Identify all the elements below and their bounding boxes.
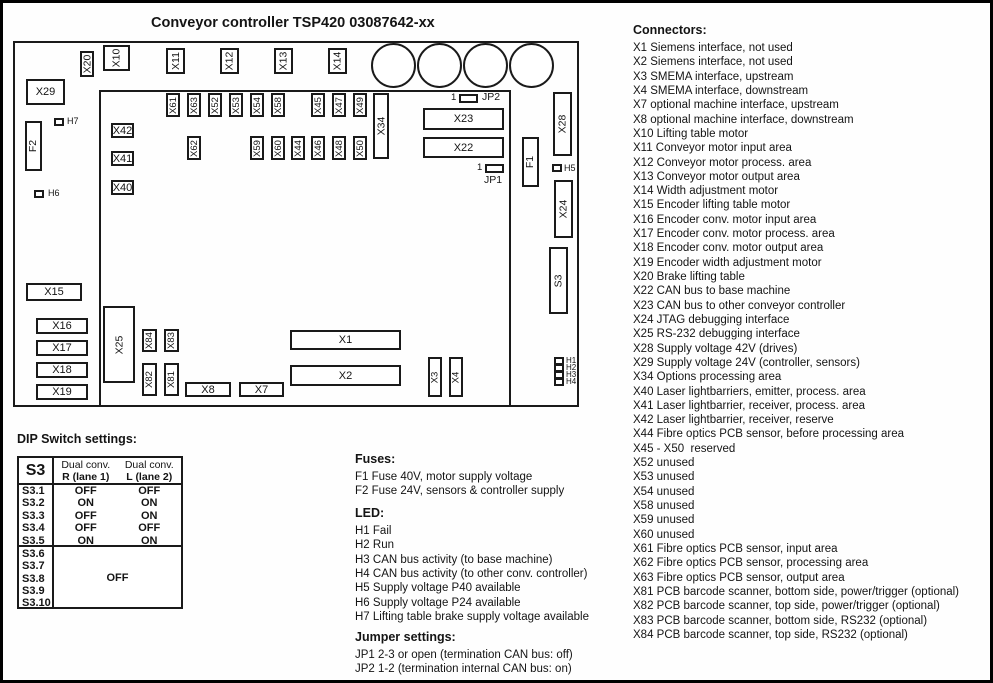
led-list <box>355 524 589 624</box>
dip-row-id: S3.4 <box>22 522 45 535</box>
connector-x3 <box>428 357 442 397</box>
connector-label: X62 <box>188 139 200 157</box>
connector-x61 <box>166 93 180 117</box>
connector-description: X63 Fibre optics PCB sensor, output area <box>633 571 845 584</box>
dip-table-header-row <box>19 458 181 485</box>
led-description: H6 Supply voltage P24 available <box>355 596 521 609</box>
dip-merged-ids <box>19 547 54 609</box>
jumper-description: JP2 1-2 (termination internal CAN bus: on) <box>355 663 572 676</box>
connector-x23 <box>423 108 504 130</box>
connector-label: X46 <box>312 139 324 157</box>
connector-label: X10 <box>110 48 123 68</box>
connectors-list <box>633 41 959 642</box>
fuses-heading: Fuses: <box>355 452 396 466</box>
connector-x53 <box>229 93 243 117</box>
connector-x44 <box>291 136 305 160</box>
jumper-description: JP1 2-3 or open (termination CAN bus: off) <box>355 649 573 661</box>
connector-label: X83 <box>166 332 177 349</box>
connector-x14 <box>328 48 347 74</box>
connector-label: X14 <box>331 51 344 71</box>
led-description: H2 Run <box>355 539 394 552</box>
connector-x28 <box>553 92 572 156</box>
connector-x50 <box>353 136 367 160</box>
led-h5 <box>552 164 562 172</box>
connector-x25 <box>103 306 135 383</box>
jp2-pin1-label: 1 <box>451 92 457 103</box>
connector-description: X16 Encoder conv. motor input area <box>633 213 817 226</box>
connector-x2 <box>290 365 401 386</box>
dip-value: ON <box>141 509 158 522</box>
connector-label: X20 <box>81 54 93 74</box>
connector-label: X7 <box>254 383 269 396</box>
connector-x83 <box>164 329 179 352</box>
connector-x82 <box>142 363 157 396</box>
dip-header-lane1-line2: R (lane 1) <box>62 470 110 483</box>
led-h4-label: H4 <box>566 377 577 386</box>
connector-description: X12 Conveyor motor process. area <box>633 156 812 169</box>
fuses-list <box>355 470 564 499</box>
connectors-heading: Connectors: <box>633 23 707 37</box>
fuse-description: F2 Fuse 24V, sensors & controller supply <box>355 485 565 498</box>
dip-value: ON <box>77 534 94 547</box>
dip-value: OFF <box>74 485 97 497</box>
connector-description: X14 Width adjustment motor <box>633 185 779 198</box>
connector-description: X54 unused <box>633 485 695 498</box>
connector-x4 <box>449 357 463 397</box>
led-description: H5 Supply voltage P40 available <box>355 582 521 595</box>
led-description: H4 CAN bus activity (to other conv. controller) <box>355 567 588 580</box>
connector-label: X24 <box>557 199 570 219</box>
dip-settings-heading: DIP Switch settings: <box>17 432 137 446</box>
capacitor-3 <box>463 43 508 88</box>
connector-x29 <box>26 79 65 105</box>
dip-value: OFF <box>74 522 97 535</box>
connector-label: X22 <box>453 141 474 154</box>
connector-description: X25 RS-232 debugging interface <box>633 328 800 341</box>
connector-label: X63 <box>188 96 200 114</box>
dip-header-lane1-line1: Dual conv. <box>61 459 111 471</box>
connector-x59 <box>250 136 264 160</box>
connector-description: X62 Fibre optics PCB sensor, processing area <box>633 557 869 570</box>
dip-value-row <box>54 535 181 547</box>
connector-label: X15 <box>44 286 64 298</box>
connector-description: X2 Siemens interface, not used <box>633 56 793 69</box>
dip-row-id: S3.9 <box>22 584 45 597</box>
connector-x17 <box>36 340 88 356</box>
fuse-label: F2 <box>27 139 40 153</box>
connector-label: X28 <box>556 114 569 134</box>
connector-description: X42 Laser lightbarrier, receiver, reserve <box>633 414 834 427</box>
connector-label: X13 <box>277 51 290 71</box>
fuse-f2 <box>25 121 42 171</box>
led-h2-label: H2 <box>566 363 577 372</box>
dip-value: OFF <box>138 485 161 497</box>
connector-description: X20 Brake lifting table <box>633 271 745 283</box>
led-section <box>355 506 589 624</box>
dip-value: ON <box>141 534 158 547</box>
connector-description: X23 CAN bus to other conveyor controller <box>633 299 846 312</box>
connector-label: X4 <box>450 371 462 383</box>
connector-label: X48 <box>333 139 345 157</box>
connector-label: X41 <box>112 152 133 165</box>
connector-label: X8 <box>201 383 215 396</box>
connector-x22 <box>423 137 504 158</box>
connector-label: X11 <box>169 52 182 70</box>
connector-description: X52 unused <box>633 457 695 470</box>
connector-description: X1 Siemens interface, not used <box>633 42 793 54</box>
dip-switch-s3 <box>549 247 568 314</box>
connector-description: X61 Fibre optics PCB sensor, input area <box>633 542 838 555</box>
connector-x58 <box>271 93 285 117</box>
fuse-label: F1 <box>524 155 537 169</box>
jumper-jp2 <box>459 94 478 103</box>
connector-x12 <box>220 48 239 74</box>
connector-description: X28 Supply voltage 42V (drives) <box>633 342 798 355</box>
capacitor-1 <box>371 43 416 88</box>
connector-label: X18 <box>52 364 72 376</box>
dip-table-body <box>19 485 181 547</box>
connector-label: X17 <box>52 342 72 354</box>
connector-x54 <box>250 93 264 117</box>
jumper-jp1 <box>485 164 504 173</box>
connector-x45 <box>311 93 325 117</box>
dip-switch-label: S3 <box>552 274 565 287</box>
connector-x34 <box>373 93 389 159</box>
connector-x20 <box>80 51 94 77</box>
dip-table-merged-section <box>19 547 181 609</box>
connector-label: X81 <box>166 371 177 388</box>
dip-header-s3: S3 <box>19 458 54 483</box>
connector-label: X44 <box>292 139 304 157</box>
led-description: H1 Fail <box>355 525 392 537</box>
connector-description: X84 PCB barcode scanner, top side, RS232 (optional) <box>633 628 908 641</box>
connectors-section <box>633 23 959 642</box>
connector-description: X58 unused <box>633 500 695 512</box>
connector-description: X53 unused <box>633 471 695 484</box>
connector-label: X12 <box>223 51 236 71</box>
dip-row-id: S3.6 <box>22 548 45 560</box>
connector-label: X49 <box>354 96 366 114</box>
connector-label: X60 <box>272 139 284 157</box>
jumper-list <box>355 648 573 677</box>
jumper-heading: Jumper settings: <box>355 630 456 644</box>
connector-description: X18 Encoder conv. motor output area <box>633 242 824 255</box>
connector-x52 <box>208 93 222 117</box>
dip-row-id: S3.10 <box>22 597 51 610</box>
connector-label: X50 <box>354 139 366 157</box>
dip-value: ON <box>77 497 94 510</box>
connector-label: X16 <box>52 320 72 332</box>
connector-x11 <box>166 48 185 74</box>
connector-description: X4 SMEMA interface, downstream <box>633 84 809 97</box>
dip-value: OFF <box>74 509 97 522</box>
connector-label: X42 <box>112 124 133 137</box>
dip-row-ids <box>19 485 54 545</box>
led-h6 <box>34 190 44 198</box>
jp2-label: JP2 <box>482 91 501 103</box>
connector-x10 <box>103 45 130 71</box>
connector-x42 <box>111 123 134 138</box>
dip-header-lane1 <box>54 458 118 483</box>
connector-label: X54 <box>251 96 263 114</box>
connector-description: X24 JTAG debugging interface <box>633 313 790 326</box>
led-h6-label: H6 <box>48 188 60 198</box>
connector-description: X29 Supply voltage 24V (controller, sensors) <box>633 356 860 369</box>
led-h3-label: H3 <box>566 370 577 379</box>
dip-settings-table <box>17 456 183 609</box>
connector-description: X17 Encoder conv. motor process. area <box>633 228 835 241</box>
connector-label: X47 <box>333 96 345 114</box>
connector-description: X11 Conveyor motor input area <box>633 142 792 155</box>
connector-description: X34 Options processing area <box>633 371 782 384</box>
connector-description: X7 optional machine interface, upstream <box>633 99 839 112</box>
connector-description: X45 - X50 reserved <box>633 442 736 455</box>
led-description: H7 Lifting table brake supply voltage available <box>355 610 589 623</box>
connector-x24 <box>554 180 573 238</box>
fuse-description: F1 Fuse 40V, motor supply voltage <box>355 471 533 483</box>
connector-description: X59 unused <box>633 514 695 527</box>
connector-description: X3 SMEMA interface, upstream <box>633 70 794 83</box>
dip-value-row <box>54 510 181 522</box>
connector-x63 <box>187 93 201 117</box>
dip-value-row <box>54 497 181 509</box>
connector-label: X58 <box>272 96 284 114</box>
connector-description: X60 unused <box>633 528 695 541</box>
connector-x48 <box>332 136 346 160</box>
connector-label: X59 <box>251 139 263 157</box>
connector-description: X13 Conveyor motor output area <box>633 170 800 183</box>
connector-label: X2 <box>338 369 353 382</box>
connector-label: X45 <box>312 96 324 114</box>
fuse-f1 <box>522 137 539 187</box>
dip-value: ON <box>141 497 158 510</box>
connector-description: X40 Laser lightbarriers, emitter, process. area <box>633 385 866 398</box>
capacitor-2 <box>417 43 462 88</box>
led-h5-label: H5 <box>564 163 576 173</box>
led-h7 <box>54 118 64 126</box>
connector-x84 <box>142 329 157 352</box>
dip-row-id: S3.3 <box>22 509 45 522</box>
connector-label: X34 <box>375 116 387 136</box>
connector-label: X84 <box>144 332 155 349</box>
connector-x19 <box>36 384 88 400</box>
connector-x49 <box>353 93 367 117</box>
connector-label: X52 <box>209 96 221 114</box>
connector-label: X29 <box>35 86 56 98</box>
dip-value: OFF <box>138 522 161 535</box>
dip-row-id: S3.5 <box>22 534 45 547</box>
dip-header-lane2-line2: L (lane 2) <box>126 470 173 483</box>
connector-label: X40 <box>112 181 133 194</box>
dip-header-lane2 <box>118 458 182 483</box>
jp1-label: JP1 <box>484 174 503 186</box>
dip-row-id: S3.2 <box>22 497 45 510</box>
connector-description: X81 PCB barcode scanner, bottom side, power/trigger (optional) <box>633 585 960 598</box>
connector-label: X53 <box>230 96 242 114</box>
board-title: Conveyor controller TSP420 03087642-xx <box>151 15 435 31</box>
connector-x15 <box>26 283 82 301</box>
dip-row-id: S3.7 <box>22 560 45 573</box>
dip-row-id: S3.8 <box>22 572 45 585</box>
connector-label: X23 <box>453 113 474 125</box>
connector-x18 <box>36 362 88 378</box>
connector-description: X44 Fibre optics PCB sensor, before processing area <box>633 428 905 441</box>
dip-row-id: S3.1 <box>22 485 45 497</box>
connector-x60 <box>271 136 285 160</box>
connector-x8 <box>185 382 231 397</box>
dip-header-lane2-line1: Dual conv. <box>124 459 174 471</box>
capacitor-4 <box>509 43 554 88</box>
connector-description: X82 PCB barcode scanner, top side, power/trigger (optional) <box>633 600 940 613</box>
connector-x7 <box>239 382 284 397</box>
connector-x1 <box>290 330 401 350</box>
dip-value-row <box>54 522 181 534</box>
connector-label: X3 <box>429 371 441 383</box>
connector-x81 <box>164 363 179 396</box>
led-h1-label: H1 <box>566 356 577 365</box>
dip-row-values <box>54 485 181 545</box>
connector-x46 <box>311 136 325 160</box>
led-heading: LED: <box>355 506 385 520</box>
connector-description: X15 Encoder lifting table motor <box>633 199 791 212</box>
dip-value-row <box>54 485 181 497</box>
connector-x40 <box>111 180 134 195</box>
connector-label: X25 <box>113 335 125 354</box>
connector-x47 <box>332 93 346 117</box>
connector-description: X8 optional machine interface, downstream <box>633 113 854 126</box>
connector-label: X19 <box>52 386 72 398</box>
jp1-pin1-label: 1 <box>477 162 483 173</box>
led-description: H3 CAN bus activity (to base machine) <box>355 553 553 566</box>
dip-merged-value: OFF <box>106 572 129 584</box>
jumper-section <box>355 630 573 677</box>
connector-description: X22 CAN bus to base machine <box>633 285 791 298</box>
connector-x13 <box>274 48 293 74</box>
connector-x62 <box>187 136 201 160</box>
connector-x16 <box>36 318 88 334</box>
connector-description: X41 Laser lightbarrier, receiver, process. area <box>633 399 866 412</box>
connector-description: X10 Lifting table motor <box>633 127 749 140</box>
connector-label: X61 <box>167 96 179 114</box>
connector-label: X82 <box>144 371 155 388</box>
connector-x41 <box>111 151 134 166</box>
fuses-section <box>355 452 564 499</box>
led-h4 <box>554 378 564 386</box>
connector-label: X1 <box>338 334 353 346</box>
led-h7-label: H7 <box>67 116 79 126</box>
connector-description: X19 Encoder width adjustment motor <box>633 256 822 269</box>
connector-description: X83 PCB barcode scanner, bottom side, RS232 (optional) <box>633 614 928 627</box>
